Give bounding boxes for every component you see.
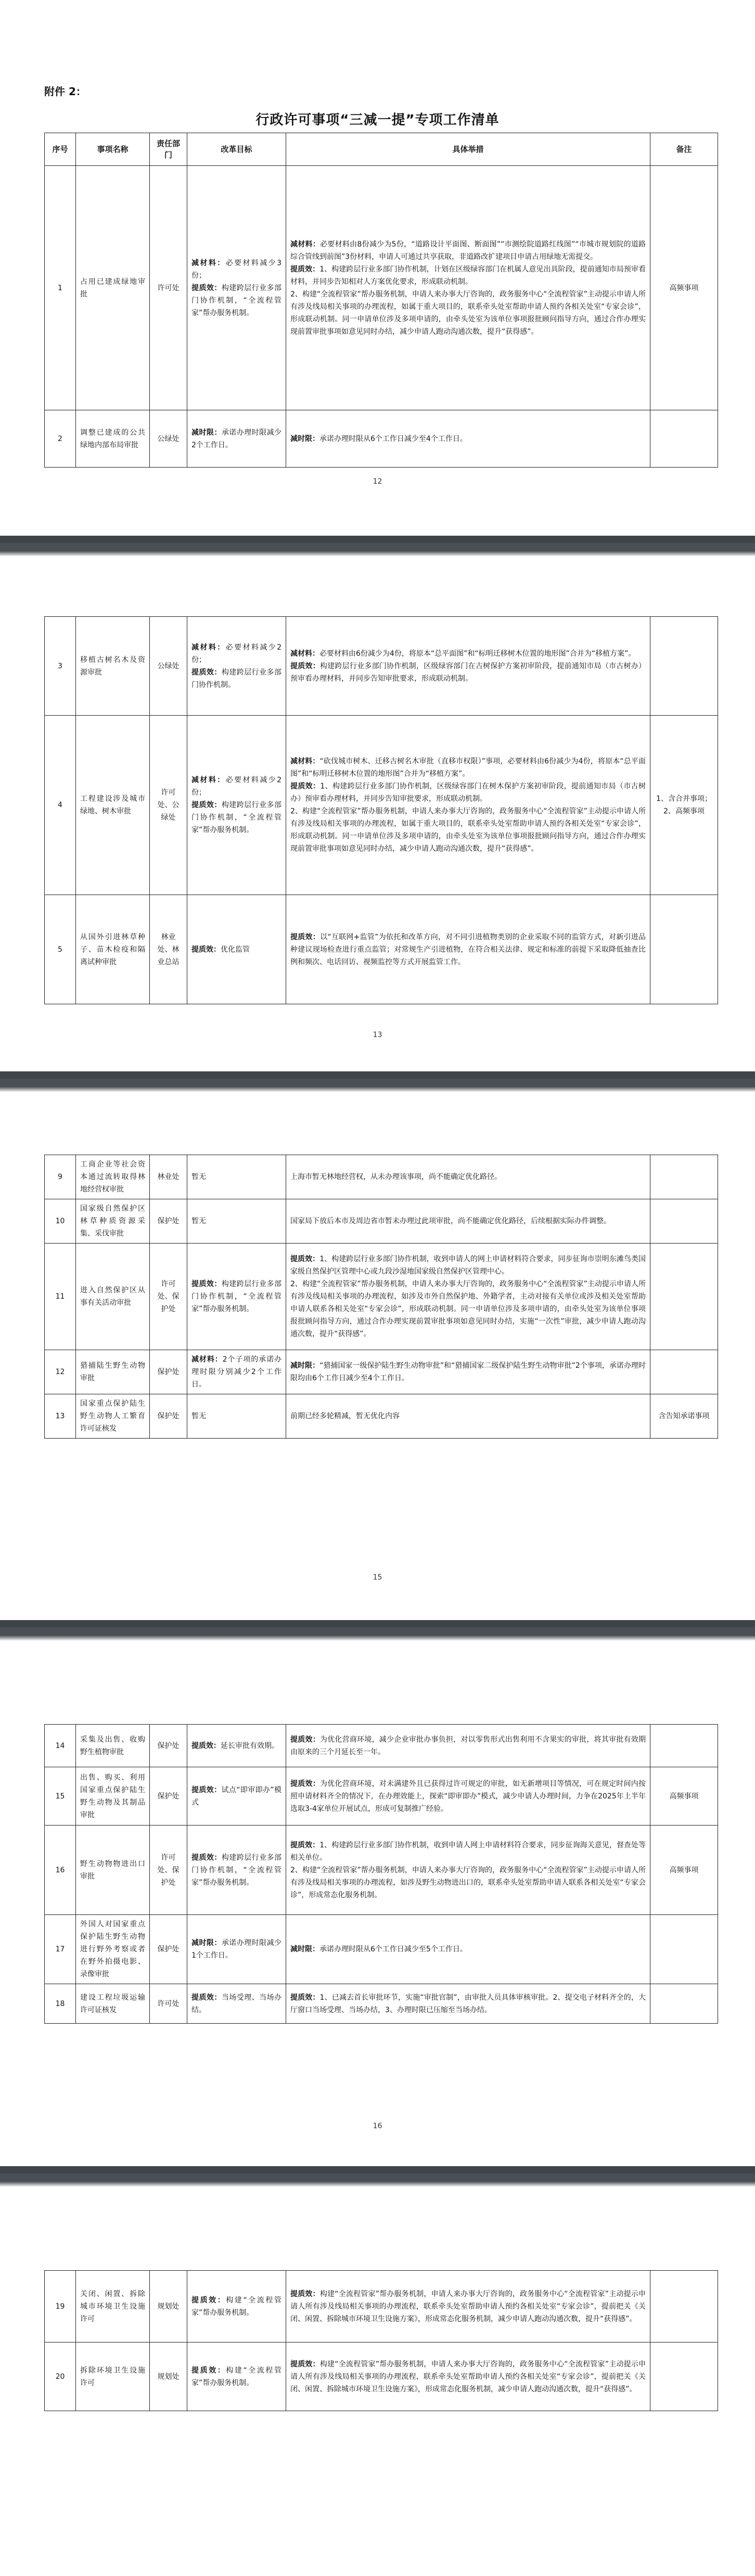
responsible-department: 许可处、保护处 [150,1826,187,1915]
reform-goal-paragraph [191,1740,281,1752]
page-2 [0,556,755,1077]
item-name: 从国外引进林草种子、苗木检疫和隔离试种审批 [76,895,150,1004]
measure-text: 承诺办理时限从6个工作日减少至4个工作日。 [319,434,467,443]
measure-text: 必要材料由8份减少为5份，“道路设计平面图、断面图”“市测绘院道路红线图”“市城市规划院的道路综合管线到前图”3份材料，申请人可通过共享获取，非道路改扩建项目申请占用绿地无需提交。 [290,240,646,261]
reform-goal-paragraph [191,666,281,691]
specific-measures [286,166,650,410]
reform-goal-text: 2个子项的承诺办理时限分别减少2个工作日。 [191,1355,281,1389]
reform-goal [187,716,286,895]
measure-keyword: 提质效： [290,782,321,791]
measure-text: 上海市暂无林地经营权，从未办理该事项，尚不能确定优化路径。 [290,1173,502,1181]
reform-goal-text: 承诺办理时限减少2个工作日。 [191,428,282,449]
measure-text: 1、构建跨层行业多部门协作机制，收到申请人的网上申请材料符合要求，同步征询市崇明东滩鸟类国家级自然保护区管理中心或九段沙湿地国家级自然保护区管理中心。 [290,1255,646,1276]
item-table-page-3 [44,1155,718,1439]
remark [650,410,718,468]
reform-goal [187,2342,286,2411]
measure-paragraph [290,1253,646,1278]
responsible-department: 保护处 [150,1350,187,1394]
item-table-page-5 [44,2270,718,2411]
reform-goal-keyword: 提质效： [191,801,222,809]
reform-goal-text: 必要材料减少3份； [191,258,281,280]
table-row [45,895,718,1004]
measure-keyword: 减材料： [290,649,319,658]
measure-keyword: 提质效： [290,265,320,274]
specific-measures [286,1244,650,1350]
reform-goal-keyword: 提质效： [191,1280,222,1288]
table-row [45,1350,718,1394]
table-row [45,716,718,895]
reform-goal [187,617,286,716]
measure-paragraph [290,1733,646,1758]
item-name: 国家级自然保护区林草种质资源采集、采伐审批 [76,1199,150,1244]
measure-paragraph [290,1360,646,1384]
reform-goal-keyword: 减时限： [191,1939,222,1947]
row-number: 10 [45,1199,76,1244]
reform-goal [187,166,286,410]
reform-goal [187,1199,286,1244]
remark: 高频事项 [650,1767,718,1826]
reform-goal [187,1394,286,1439]
row-number: 4 [45,716,76,895]
remark: 高频事项 [650,1826,718,1915]
measure-text: 前期已经多轮精减，暂无优化内容 [290,1412,400,1420]
responsible-department: 许可处 [150,166,187,410]
row-number: 16 [45,1826,76,1915]
measure-paragraph [290,1278,646,1340]
measure-paragraph [290,780,646,805]
responsible-department: 许可处、公绿处 [150,716,187,895]
table-row [45,2342,718,2411]
item-name: 国家重点保护陆生野生动物人工繁育许可证核发 [76,1394,150,1439]
measure-keyword: 提质效： [290,1779,320,1788]
measure-paragraph [290,648,646,660]
remark [650,2271,718,2342]
reform-goal-keyword: 减时限： [191,428,222,437]
reform-goal-text: 必要材料减少2份； [191,643,281,664]
measure-text: 构建“全流程管家”帮办服务机制，申请人来办事大厅咨询的，政务服务中心“全流程管家”主动提示申请人所有涉及线局相关事项的办理流程，联系牵头处室帮助申请人预约各相关处室“专家会诊”，提前把关《关闭、闲置、拆除城市环境卫生设施方案》，形成常态化服务机制，减少申请人跑动沟通次数，提升“获得感”。 [290,2360,646,2393]
responsible-department: 保护处 [150,1199,187,1244]
reform-goal-paragraph [191,2294,281,2319]
row-number: 2 [45,410,76,468]
measure-paragraph [290,288,646,338]
row-number: 14 [45,1725,76,1767]
column-header: 序号 [45,133,76,166]
page-number: 13 [373,1031,382,1039]
measure-paragraph [290,931,646,968]
reform-goal [187,1984,286,2024]
table-row [45,1725,718,1767]
reform-goal [187,895,286,1004]
specific-measures [286,410,650,468]
responsible-department: 许可处、保护处 [150,1244,187,1350]
specific-measures [286,2342,650,2411]
reform-goal-text: 构建跨层行业多部门协作机制，“全流程管家”帮办服务机制。 [191,1280,282,1313]
responsible-department: 林业处、林业总站 [150,895,187,1004]
responsible-department: 保护处 [150,1915,187,1984]
specific-measures [286,617,650,716]
item-name: 野生动物物进出口审批 [76,1826,150,1915]
reform-goal-paragraph [191,1784,281,1809]
item-name: 调整已建成的公共绿地内部布局审批 [76,410,150,468]
table-row [45,1394,718,1439]
table-row [45,1199,718,1244]
reform-goal [187,1826,286,1915]
measure-text: 国家局下放后本市及周边省市暂未办理过此项审批，尚不能确定优化路径，后续根据实际办件调整。 [290,1217,611,1225]
reform-goal-paragraph [191,257,281,282]
reform-goal [187,410,286,468]
measure-keyword: 提质效： [290,1841,320,1849]
responsible-department: 公绿处 [150,617,187,716]
remark [650,1155,718,1199]
measure-paragraph [290,755,646,780]
measure-text: 为优化营商环境，减少企业审批办事负担，对以零售形式出售利用不含果实的审批，将其审批有效期由原来的三个月延长至一年。 [290,1735,646,1756]
reform-goal-text: 构建跨层行业多部门协作机制，“全流程管家”帮办服务机制。 [191,1853,282,1887]
reform-goal-paragraph [191,282,281,319]
reform-goal-keyword: 减材料： [191,776,226,784]
measure-text: 必要材料由6份减少为4份，将原本“总平面图”和“标明迁移树木位置的地形图”合并为“移植方案”。 [319,649,636,658]
reform-goal-text: 当场受理、当场办结。 [191,1993,282,2014]
measure-keyword: 提质效： [290,662,320,670]
measure-keyword: 减材料： [290,240,321,249]
row-number: 9 [45,1155,76,1199]
reform-goal-keyword: 提质效： [191,2296,226,2305]
measure-paragraph [290,263,646,288]
measure-paragraph [290,238,646,263]
item-name: 进入自然保护区从事有关活动审批 [76,1244,150,1350]
reform-goal-keyword: 提质效： [191,283,222,292]
reform-goal-paragraph [191,1410,281,1422]
measure-keyword: 提质效： [290,933,321,941]
reform-goal-keyword: 提质效： [191,1741,221,1750]
row-number: 3 [45,617,76,716]
page-1 [0,0,755,541]
reform-goal-keyword: 提质效： [191,2366,226,2375]
measure-paragraph [290,2358,646,2396]
remark: 高频事项 [650,166,718,410]
item-name: 采集及出售、收购野生植物审批 [76,1725,150,1767]
reform-goal-paragraph [191,774,281,799]
reform-goal [187,1725,286,1767]
measure-paragraph [290,1991,646,2016]
row-number: 18 [45,1984,76,2024]
measure-text: 1、构建跨层行业多部门协作机制，计划在区级绿容部门在机属人意见出具阶段，提前通知市局预审看材料，并同步告知相对人方案优化要求，形成联动机制。 [290,265,646,286]
reform-goal-paragraph [191,2364,281,2389]
measure-text: 2、构建“全流程管家”帮办服务机制，申请人来办事大厅咨询的，政务服务中心“全流程管家”主动提示申请人所有涉及线局相关事项的办理流程，如属于重大项目的，联系牵头处室帮助申请人预约各相关处室“专家会诊”，形成联动机制。同一申请单位涉及多项申请的，由牵头处室为该单位事项报批顾问指导方向，通过合作办理实现前置审批事项如意见同时办结，减少申请人跑动沟通次数，提升“获得感”。 [290,290,646,336]
measure-paragraph [290,1864,646,1901]
measure-text: “猎捕国家一级保护陆生野生动物审批”和“猎捕国家二级保护陆生野生动物审批”2个事项，承诺办理时限均由6个工作日减少至4个工作日。 [290,1362,646,1382]
item-name: 移植古树名木及资源审批 [76,617,150,716]
specific-measures [286,895,650,1004]
reform-goal-keyword: 提质效： [191,1785,222,1794]
table-row [45,1155,718,1199]
reform-goal-paragraph [191,1215,281,1227]
reform-goal [187,1915,286,1984]
measure-keyword: 提质效： [290,2360,320,2368]
reform-goal-text: 延长审批有效期。 [221,1741,279,1750]
table-row [45,410,718,468]
measure-text: 1、构建跨层行业多部门协作机制，区级绿容部门在树木保护方案初审阶段，提前通知市局（市古树办）预审看办理材料，并同步告知审批要求，形成联动机制。 [290,782,646,803]
reform-goal-text: 暂无 [191,1412,206,1420]
remark [650,1244,718,1350]
page-4 [0,1641,755,2166]
reform-goal-paragraph [191,1991,281,2016]
measure-keyword: 减材料： [290,757,320,766]
reform-goal-text: 暂无 [191,1217,206,1225]
page-separator [0,1620,755,1641]
measure-keyword: 提质效： [290,1255,320,1263]
reform-goal [187,1350,286,1394]
row-number: 1 [45,166,76,410]
measure-paragraph [290,1943,646,1956]
row-number: 13 [45,1394,76,1439]
table-row [45,2271,718,2342]
remark [650,1984,718,2024]
specific-measures [286,1350,650,1394]
remark: 1、含合并事项；2、高频事项 [650,716,718,895]
table-row [45,166,718,410]
row-number: 12 [45,1350,76,1394]
measure-text: “砍伐城市树木、迁移古树名木审批（直移市权限）”事项，必要材料由6份减少为4份，将原本“总平面图”和“标明迁移树木位置的地形图”合并为“移植方案”。 [290,757,646,778]
reform-goal [187,1155,286,1199]
responsible-department: 规划处 [150,2271,187,2342]
reform-goal-text: 构建跨层行业多部门协作机制。 [191,668,282,689]
remark [650,2342,718,2411]
reform-goal-text: 暂无 [191,1173,206,1181]
responsible-department: 保护处 [150,1767,187,1826]
specific-measures [286,1984,650,2024]
responsible-department: 林业处 [150,1155,187,1199]
item-table-page-4 [44,1724,718,2024]
remark [650,1350,718,1394]
specific-measures [286,1826,650,1915]
item-name: 建设工程垃圾运输许可证核发 [76,1984,150,2024]
row-number: 20 [45,2342,76,2411]
measure-paragraph [290,1410,646,1422]
page-separator [0,536,755,556]
specific-measures [286,1199,650,1244]
reform-goal-paragraph [191,1171,281,1183]
remark [650,1915,718,1984]
page-number: 12 [373,477,382,486]
reform-goal-paragraph [191,1278,281,1315]
specific-measures [286,1767,650,1826]
item-name: 拆除环境卫生设施许可 [76,2342,150,2411]
table-header-row [45,133,718,166]
table-row [45,1915,718,1984]
reform-goal-text: 构建“全流程管家”帮办服务机制。 [191,2296,281,2317]
item-name: 关闭、闲置、拆除城市环境卫生设施许可 [76,2271,150,2342]
measure-text: 2、构建“全流程管家”帮办服务机制，申请人来办事大厅咨询的，政务服务中心“全流程管家”主动提示申请人所有涉及线局相关事项的办理流程，如属于重大项目的，联系牵头处室帮助申请人预约各相关处室“专家会诊”，形成联动机制。同一申请单位涉及多项申请的，由牵头处室为该单位事项报批顾问指导方向，通过合作办理实现前置审批事项如意见同时办结，减少申请人跑动沟通次数，提升“获得感”。 [290,807,646,853]
reform-goal-paragraph [191,1852,281,1889]
page-number: 15 [373,1573,382,1582]
measure-paragraph [290,2288,646,2325]
reform-goal-paragraph [191,799,281,836]
reform-goal-paragraph [191,426,281,451]
measure-paragraph [290,805,646,855]
reform-goal [187,1244,286,1350]
remark [650,1725,718,1767]
responsible-department: 公绿处 [150,410,187,468]
measure-paragraph [290,433,646,445]
reform-goal-keyword: 提质效： [191,945,221,954]
reform-goal-paragraph [191,1353,281,1391]
column-header: 备注 [650,133,718,166]
reform-goal-text: 优化监管 [221,945,250,954]
measure-text: 承诺办理时限从6个工作日减少至5个工作日。 [319,1945,467,1953]
reform-goal-keyword: 提质效： [191,1853,222,1862]
remark [650,617,718,716]
page-number: 16 [373,2122,382,2130]
page-5 [0,2187,755,2576]
responsible-department: 许可处 [150,1984,187,2024]
document-title: 行政许可事项“三减一提”专项工作清单 [255,112,500,128]
reform-goal-keyword: 减材料： [191,258,226,267]
reform-goal [187,1767,286,1826]
reform-goal-keyword: 减材料： [191,1355,223,1364]
reform-goal-text: 构建跨层行业多部门协作机制，“全流程管家”帮办服务机制。 [191,801,282,834]
responsible-department: 保护处 [150,1725,187,1767]
remark [650,895,718,1004]
reform-goal-keyword: 提质效： [191,1993,222,2002]
measure-keyword: 减时限： [290,1362,320,1370]
measure-paragraph [290,1778,646,1815]
specific-measures [286,1915,650,1984]
row-number: 19 [45,2271,76,2342]
column-header: 具体举措 [286,133,650,166]
page-3 [0,1092,755,1612]
measure-text: 1、已减去首长审批环节，实施“审批官制”，由审批人员具体审核审批。2、提交电子材料齐全的，大厅窗口当场受理、当场办结，3、办理时限已压缩至当场办结。 [290,1993,646,2014]
measure-keyword: 提质效： [290,1735,320,1744]
measure-text: 为优化营商环境，对未满建外且已获得过许可规定的审批，如无新增项目等情况，可在规定时间内按照申请材料齐全的情况下，在办理效能上，探索“即审即办”模式，减少申请人办理时间，力争在2025年上半年选取3-4家单位开展试点，形成可复制推广经验。 [290,1779,646,1813]
column-header: 改革目标 [187,133,286,166]
table-row [45,1244,718,1350]
table-row [45,1826,718,1915]
page-separator [0,1071,755,1092]
remark [650,1199,718,1244]
row-number: 15 [45,1767,76,1826]
reform-goal-keyword: 减材料： [191,643,226,652]
responsible-department: 保护处 [150,1394,187,1439]
reform-goal [187,2271,286,2342]
specific-measures [286,716,650,895]
row-number: 11 [45,1244,76,1350]
table-row [45,617,718,716]
measure-text: 构建“全流程管家”帮办服务机制，申请人来办事大厅咨询的，政务服务中心“全流程管家”主动提示申请人所有涉及线局相关事项的办理流程，联系牵头处室帮助申请人预约各相关处室“专家会诊”，提前把关《关闭、闲置、拆除城市环境卫生设施方案》，形成常态化服务机制，减少申请人跑动沟通次数，提升“获得感”。 [290,2289,646,2323]
reform-goal-text: 承诺办理时限减少1个工作日。 [191,1939,282,1960]
item-name: 出售、购买、利用国家重点保护陆生野生动物及其制品审批 [76,1767,150,1826]
measure-paragraph [290,1839,646,1864]
table-row [45,1984,718,2024]
measure-keyword: 提质效： [290,2289,320,2298]
measure-text: 构建跨层行业多部门协作机制，区级绿容部门在古树保护方案初审阶段，提前通知市局（市古树办）预审看办理材料，并同步告知审批要求，形成联动机制。 [290,662,646,683]
reform-goal-text: 构建“全流程管家”帮办服务机制。 [191,2366,281,2387]
reform-goal-paragraph [191,641,281,666]
item-name: 猎捕陆生野生动物审批 [76,1350,150,1394]
reform-goal-paragraph [191,943,281,956]
specific-measures [286,1394,650,1439]
row-number: 17 [45,1915,76,1984]
column-header: 责任部门 [150,133,187,166]
item-name: 工商企业等社会资本通过流转取得林地经营权审批 [76,1155,150,1199]
attachment-label: 附件 2： [44,85,86,98]
measure-keyword: 减时限： [290,434,319,443]
measure-text: 2、构建“全流程管家”帮办服务机制，申请人来办事大厅咨询的，政务服务中心“全流程管家”主动提示申请人所有涉及线局相关事项的办理流程，如涉及市外自然保护地、外籍学者，主动对接有关单位或涉及相关处室帮助申请人联系各相关处室“专家会诊”，形成联动机制。同一申请单位涉及多项申请的，由牵头处室为该单位事项报批顾问指导方向，通过合作办理实现前置审批事项如意见同时办结，实施“一次性”审批，减少申请人跑动沟通次数，提升“获得感”。 [290,1280,646,1338]
column-header: 事项名称 [76,133,150,166]
reform-goal-paragraph [191,1937,281,1962]
reform-goal-text: 构建跨层行业多部门协作机制，“全流程管家”帮办服务机制。 [191,283,282,317]
item-table-page-2 [44,616,718,1004]
responsible-department: 规划处 [150,2342,187,2411]
page-separator [0,2166,755,2187]
specific-measures [286,1725,650,1767]
table-row [45,1767,718,1826]
item-name: 工程建设涉及城市绿地、树木审批 [76,716,150,895]
measure-paragraph [290,1215,646,1227]
row-number: 5 [45,895,76,1004]
item-name: 占用已建成绿地审批 [76,166,150,410]
measure-text: 2、构建“全流程管家”帮办服务机制，申请人来办事大厅咨询的，政务服务中心“全流程管家”主动提示申请人所有涉及线局相关事项的办理流程，如涉及野生动物进出口的，联系牵头处室帮助申请人联系各相关处室“专家会诊”，形成常态化服务机制。 [290,1866,646,1899]
reform-goal-keyword: 提质效： [191,668,222,677]
item-table-page-1 [44,133,718,468]
specific-measures [286,2271,650,2342]
measure-keyword: 减时限： [290,1945,319,1953]
measure-text: 1、构建跨层行业多部门协作机制，收到申请人网上申请材料符合要求，同步征询海关意见，督查处等相关单位。 [290,1841,646,1862]
measure-paragraph [290,1171,646,1183]
specific-measures [286,1155,650,1199]
reform-goal-text: 必要材料减少2份； [191,776,281,797]
measure-keyword: 提质效： [290,1993,320,2002]
measure-text: 以“互联网+监管”为依托和改革方向，对不同引进植物类别的企业采取不同的监管方式，对新引进品种建议现场检查进行重点监管；对常规生产引进植物，在符合相关法律、规定和标准的前提下采取降低抽查比例和频次、电话回访、视频监控等方式开展监管工作。 [290,933,646,966]
remark: 含告知承诺事项 [650,1394,718,1439]
item-name: 外国人对国家重点保护陆生野生动物进行野外考察或者在野外拍摄电影、录像审批 [76,1915,150,1984]
measure-paragraph [290,660,646,685]
reform-goal-text: 试点“即审即办”模式 [191,1785,281,1807]
